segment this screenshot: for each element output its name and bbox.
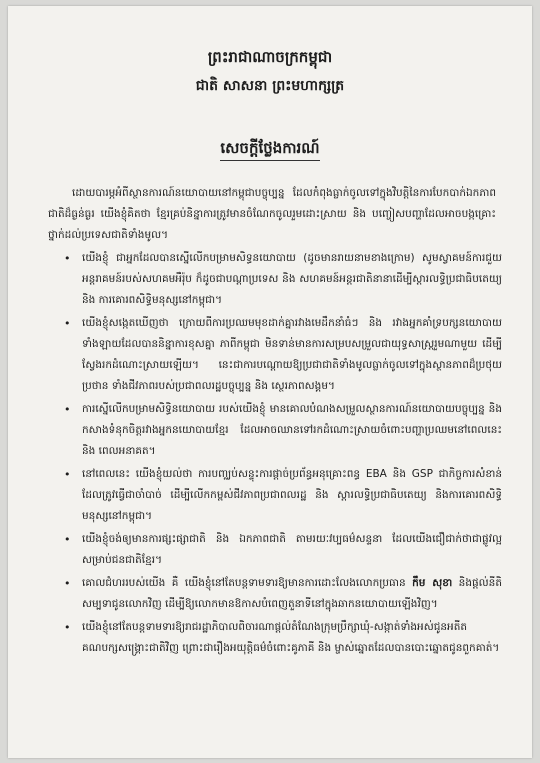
person-name: កឹម សុខា [412, 577, 453, 589]
bullet-icon: • [64, 533, 71, 546]
statement-point-text: ការស្នើលើកបម្រាមសិទ្ធិនយោបាយ របស់យើងខ្ញុំ មានគោលបំណងសម្រួលស្ថានការណ៍នយោបាយបច្ចុប្បន្ន និងកសាងទំនុកចិត្តរវាងអ្នកនយោបាយខ្មែរ ដែលអាចឈានទៅរកដំណោះស្រាយចំពោះបញ្ហាប្រឈមនៅពេលនេះ និង ពេលអនាគត។ [82, 403, 502, 457]
bullet-icon: • [64, 317, 71, 330]
statement-point-text: យើងខ្ញុំសង្កេតឃើញថា ក្រោយពីការប្រឈមមុខដាក់គ្នារវាងមេដឹកនាំធំៗ និង រវាងអ្នកគាំទ្របក្សនយោបាយទាំងឡាយដែលបាននិន្នាការខុសគ្នា ភាពីកម្ពុជា មិនទាន់មានការសម្របសម្រួលជាយុទ្ធសាស្ត្ររួមណាមួយ ដើម្បីស្វែងរកដំណោះស្រាយឡើយ។ នេះជាការបណ្តោយឱ្យប្រជាជាតិទាំងមូលធ្លាក់ចូលទៅក្នុងស្ថានភាពដ៏ប្រថុយប្រថាន ទាំងជីវភាពរបស់ប្រជាពលរដ្ឋបច្ចុប្បន្ន និង ស្ថេរភាពសង្គម។ [82, 317, 502, 392]
intro-paragraph: ដោយបារម្ភអំពីស្ថានការណ៍នយោបាយនៅកម្ពុជាបច្ចុប្បន្ន ដែលកំពុងធ្លាក់ចូលទៅក្នុងវិបត្តិនៃការបែកបាក់ឯកភាពជាតិដ៏ធ្ងន់ធ្ងរ យើងខ្ញុំគិតថា ខ្មែរគ្រប់និន្នាការត្រូវមានចំណែកចូលរួមដោះស្រាយ និង បញ្ចៀសបញ្ហាដែលអាចបង្កគ្រោះថ្នាក់ដល់ប្រទេសជាតិទាំងមូល។ [48, 187, 496, 241]
statement-point-text-continued: និងផ្តល់នីតិសម្បទាជូនលោកវិញ ដើម្បីឱ្យលោកមានឱកាសបំពេញតួនាទីនៅក្នុងឆាកនយោបាយឡើងវិញ។ [82, 577, 503, 610]
statement-point-6 [62, 573, 502, 615]
statement-point-text: យើងខ្ញុំនៅតែបន្តទាមទារឱ្យរាជរដ្ឋាភិបាលពិចារណាផ្តល់តំណែងក្រុមប្រឹក្សាឃុំ-សង្កាត់ទាំងអស់ជូនអតីតគណបក្សសង្គ្រោះជាតិវិញ ព្រោះជារឿងអយុត្តិធម៌ចំពោះគូភាគី និង ម្ចាស់ឆ្នោតដែលបានបោះឆ្នោតជូនពួកគាត់។ [82, 621, 500, 654]
statement-point-5 [62, 529, 502, 571]
statement-point-text: គោលជំហររបស់យើង គឺ យើងខ្ញុំនៅតែបន្តទាមទារឱ្យមានការដោះលែងលោកប្រធាន [82, 577, 413, 589]
bullet-icon: • [64, 577, 71, 590]
bullet-icon: • [64, 621, 71, 634]
statement-point-4 [62, 464, 502, 527]
statement-point-7 [62, 617, 502, 659]
kingdom-header: ព្រះរាជាណាចក្រកម្ពុជា [207, 48, 333, 66]
statement-point-text: នៅពេលនេះ យើងខ្ញុំយល់ថា ការបញ្ឈប់សន្ទុះការផ្តាច់ប្រព័ន្ធអនុគ្រោះពន្ធ EBA និង GSP ជាកិច្ចការសំខាន់ដែលត្រូវធ្វើជាចាំបាច់ ដើម្បីលើកកម្ពស់ជីវភាពប្រជាពលរដ្ឋ និង ស្តារលទ្ធិប្រជាធិបតេយ្យ និងការគោរពសិទ្ធិមនុស្សនៅកម្ពុជា។ [82, 468, 502, 522]
statement-point-text: យើងខ្ញុំ ជាអ្នកដែលបានស្នើលើកបម្រាមសិទ្ធនយោបាយ (ដូចមានរាយនាមខាងក្រោម) សូមស្វាគមន៍ការជួយអន្តរាគមន៍របស់សហគមអឺរ៉ុប ក៏ដូចជាបណ្តាប្រទេស និង សហគមន៍អន្តរជាតិនានាដើម្បីស្តារលទ្ធិប្រជាធិបតេយ្យ និង ការគោរពសិទ្ធិមនុស្សនៅកម្ពុជា។ [82, 252, 502, 306]
statement-point-1 [62, 248, 502, 311]
statement-point-2 [62, 313, 502, 397]
document-title-text: សេចក្តីថ្លែងការណ៍ [220, 139, 319, 161]
statement-point-text: យើងខ្ញុំចង់ឲ្យមានការផ្សះផ្សាជាតិ និង ឯកភាពជាតិ តាមរយៈវប្បធម៌សន្ទនា ដែលយើងជឿជាក់ថាជាផ្លូវល្អសម្រាប់ជនជាតិខ្មែរ។ [82, 533, 502, 566]
document-title [8, 139, 532, 161]
statement-point-3 [62, 399, 502, 462]
bullet-icon: • [64, 468, 71, 481]
bullet-icon: • [64, 403, 71, 416]
statement-points-list [62, 248, 502, 661]
bullet-icon: • [64, 252, 71, 265]
document-page [8, 6, 532, 758]
motto-header: ជាតិ សាសនា ព្រះមហាក្សត្រ [195, 78, 345, 94]
